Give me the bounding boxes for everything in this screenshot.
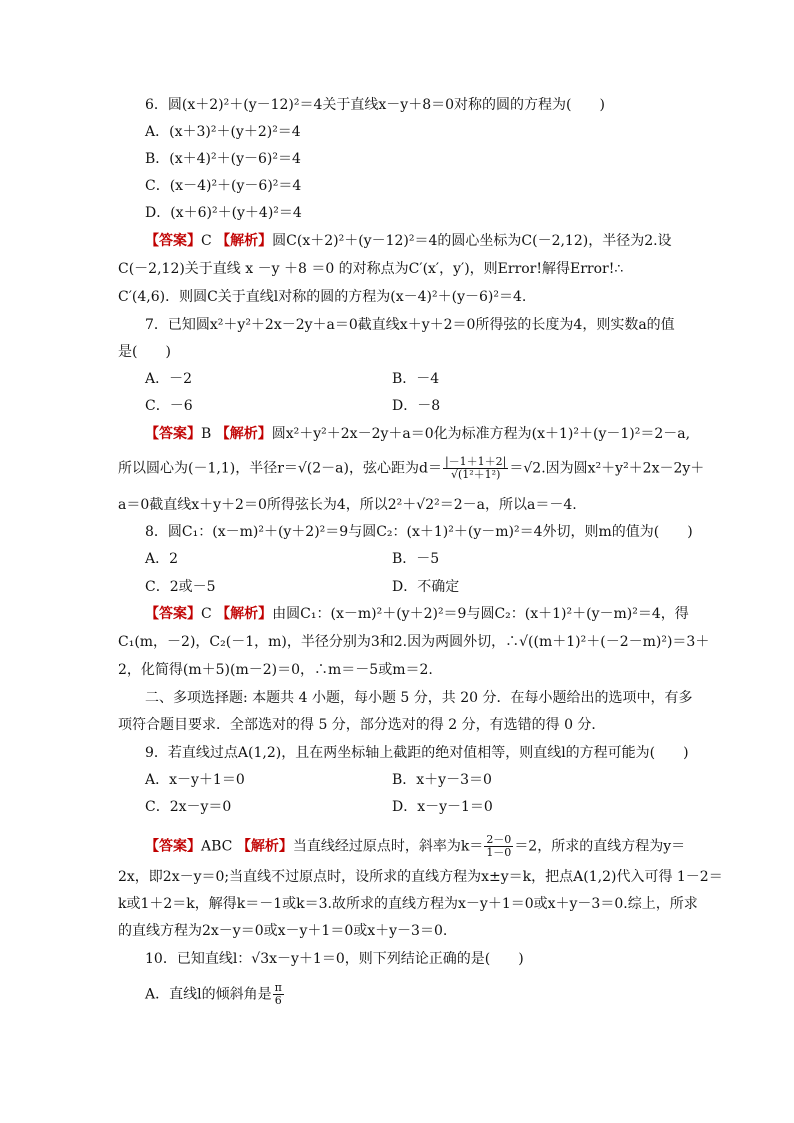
q7-distance-fraction: $\frac{|-1+1+2|}{\text{√(1²＋1²)}}$ [444,455,507,481]
q9-slope-fraction: $\frac{2-0}{1-0}$ [486,833,512,859]
q7-analysis-line1: 【答案】B 【解析】圆x²＋y²＋2x－2y＋a＝0化为标准方程为(x＋1)²＋(y－1)²＝2－a, [145,426,691,442]
q7-option-a: A．－2 [145,371,193,387]
q9-analysis-line1: 【答案】ABC 【解析】当直线经过原点时，斜率为k＝ $\frac{2-0}{1-0}$ ＝2，所求的直线方程为y＝ [145,833,686,859]
q9-analysis-line4: 的直线方程为2x－y＝0或x－y＋1＝0或x＋y－3＝0. [118,923,448,939]
q8-option-d: D．不确定 [392,579,460,595]
q8-analysis-line1: 【答案】C 【解析】由圆C₁：(x－m)²＋(y＋2)²＝9与圆C₂：(x＋1)²＋(y－m)²＝4，得 [145,606,689,622]
analysis-tag: 【解析】 [215,426,272,442]
q7-analysis-line3: a＝0截直线x＋y＋2＝0所得弦长为4，所以2²＋√2²＝2－a，所以a＝－4. [118,497,577,513]
analysis-tag: 【解析】 [236,838,293,855]
q9-analysis-line2: 2x，即2x－y＝0;当直线不过原点时，设所求的直线方程为x±y＝k，把点A(1,2)代入可得 1－2＝ [118,869,723,885]
answer-tag: 【答案】 [145,606,201,622]
q8-answer: C [201,606,212,622]
q6-option-d: D．(x＋6)²＋(y＋4)²＝4 [145,205,302,221]
q7-answer: B [201,426,212,442]
q8-option-a: A．2 [145,551,179,567]
q8-analysis-line2: C₁(m，－2)，C₂(－1，m)，半径分别为3和2.因为两圆外切，∴√((m＋1)²＋(－2－m)²)＝3＋ [118,634,710,650]
analysis-tag: 【解析】 [216,606,273,622]
answer-tag: 【答案】 [145,838,201,855]
q10-stem: 10．已知直线l：√3x－y＋1＝0，则下列结论正确的是( ) [145,951,524,967]
q7-stem-line1: 7．已知圆x²＋y²＋2x－2y＋a＝0截直线x＋y＋2＝0所得弦的长度为4，则实数a的值 [145,317,675,333]
q10-angle-fraction: $\frac{\pi}{6}$ [274,981,282,1007]
q6-option-c: C．(x－4)²＋(y－6)²＝4 [145,178,302,194]
q9-option-a: A．x－y＋1＝0 [145,772,245,788]
q7-stem-line2: 是( ) [118,344,171,360]
q6-option-b: B．(x＋4)²＋(y－6)²＝4 [145,151,301,167]
q7-option-c: C．－6 [145,398,193,414]
analysis-tag: 【解析】 [216,233,273,249]
q7-option-d: D．－8 [392,398,441,414]
q8-analysis-line3: 2，化简得(m＋5)(m－2)＝0，∴m＝－5或m＝2. [118,662,433,678]
q6-analysis-line2: C(－2,12)关于直线 x －y ＋8 ＝0 的对称点为C′(x′，y′)，则Error!解得Error!∴ [118,261,624,277]
q6-analysis-line3: C′(4,6)．则圆C关于直线l对称的圆的方程为(x－4)²＋(y－6)²＝4. [118,289,527,305]
q8-option-c: C．2或－5 [145,579,216,595]
q6-option-a: A．(x＋3)²＋(y＋2)²＝4 [145,124,301,140]
q9-option-c: C．2x－y＝0 [145,799,232,815]
q6-analysis-line1: 【答案】C 【解析】圆C(x＋2)²＋(y－12)²＝4的圆心坐标为C(－2,12)，半径为2.设 [145,233,672,249]
q9-option-b: B．x＋y－3＝0 [392,772,492,788]
q6-stem: 6．圆(x＋2)²＋(y－12)²＝4关于直线x－y＋8＝0对称的圆的方程为( ) [145,97,605,113]
q9-option-d: D．x－y－1＝0 [392,799,493,815]
q10-option-a: A．直线l的倾斜角是 $\frac{\pi}{6}$ [145,981,282,1007]
answer-tag: 【答案】 [145,426,201,442]
q7-option-b: B．－4 [392,371,440,387]
q9-stem: 9．若直线过点A(1,2)，且在两坐标轴上截距的绝对值相等，则直线l的方程可能为( ) [145,745,689,761]
q8-stem: 8．圆C₁：(x－m)²＋(y＋2)²＝9与圆C₂：(x＋1)²＋(y－m)²＝4外切，则m的值为( ) [145,524,693,540]
q9-answer: ABC [201,838,233,855]
q6-answer: C [201,233,212,249]
q8-option-b: B．－5 [392,551,440,567]
q7-analysis-line2: 所以圆心为(－1,1)，半径r＝√(2－a)，弦心距为d＝ $\frac{|-1+1+2|}{\text{√(1²＋1²)}}$ ＝√2.因为圆x²＋y²＋2x－2y＋ [118,455,705,481]
section2-heading-line2: 项符合题目要求．全部选对的得 5 分，部分选对的得 2 分，有选错的得 0 分． [118,717,606,733]
q9-analysis-line3: k或1＋2＝k，解得k＝－1或k＝3.故所求的直线方程为x－y＋1＝0或x＋y－3＝0.综上，所求 [118,896,698,912]
answer-tag: 【答案】 [145,233,201,249]
section2-heading-line1: 二、多项选择题: 本题共 4 小题，每小题 5 分，共 20 分．在每小题给出的选项中，有多 [145,690,693,706]
